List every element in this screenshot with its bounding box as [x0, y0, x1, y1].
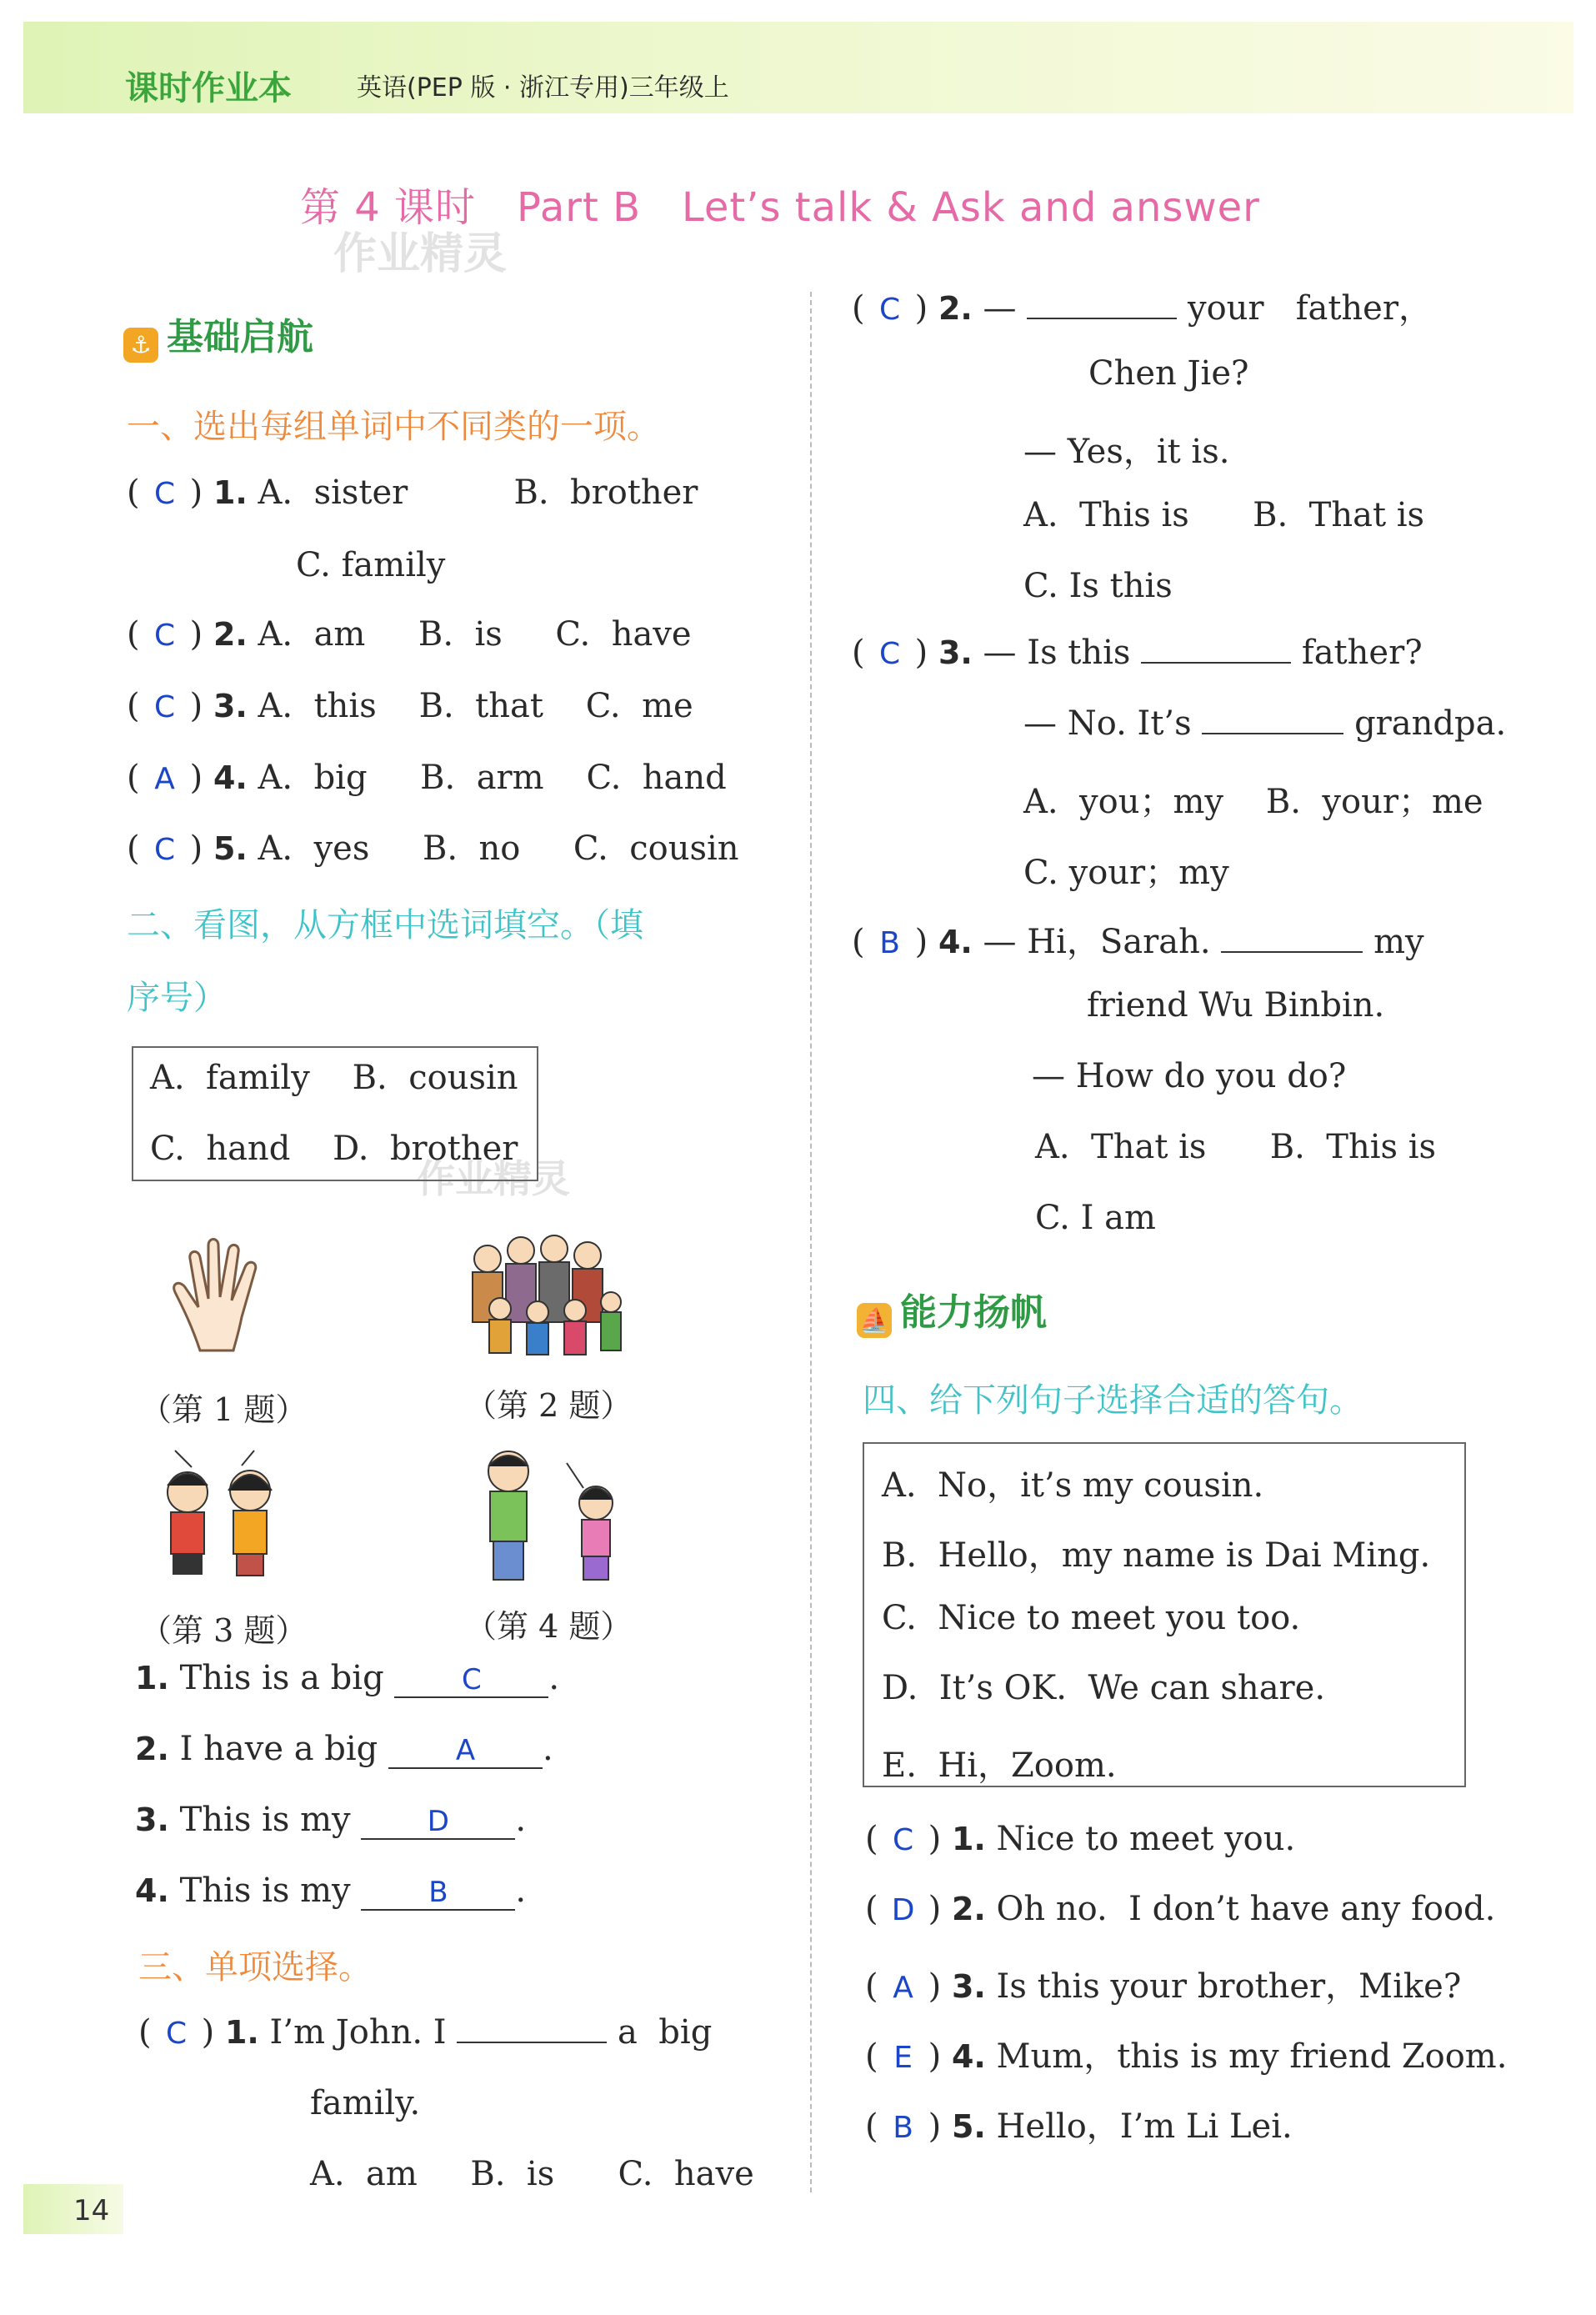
part3-q2-options: A. This is B. That is — [1023, 496, 1425, 534]
item-number: 5. — [951, 2108, 986, 2145]
answer: D — [891, 1893, 915, 1927]
item-text: Is this your brother，Mike? — [996, 1967, 1462, 2006]
item-options: A. am B. is C. have — [258, 615, 692, 654]
part2-item-4 — [135, 1872, 526, 1911]
item-number: 3. — [213, 688, 248, 724]
answer-blank[interactable]: C — [394, 1663, 548, 1698]
part1-item-5: ( C ) 5. A. yes B. no C. cousin — [127, 829, 739, 868]
anchor-icon: ⚓ — [123, 328, 158, 363]
answer-blank[interactable] — [1221, 951, 1363, 953]
item-options: A. yes B. no C. cousin — [258, 829, 739, 868]
item-text: I have a big — [179, 1730, 378, 1768]
family-picture — [454, 1225, 629, 1367]
answer: C — [154, 477, 176, 511]
answer: C — [154, 690, 176, 724]
item-number: 5. — [213, 830, 248, 867]
item-text: my — [1373, 923, 1424, 961]
book-subtitle: 英语(PEP 版 · 浙江专用)三年级上 — [357, 73, 729, 103]
item-number: 2. — [213, 616, 248, 653]
answer: B — [879, 926, 900, 960]
answer: C — [154, 833, 176, 867]
part4-item-3: ( A ) 3. Is this your brother，Mike? — [865, 1967, 1462, 2006]
answer-blank[interactable]: B — [361, 1876, 515, 1911]
answer-blank[interactable] — [1202, 733, 1343, 734]
part3-q4: ( B ) 4. — Hi，Sarah. my — [852, 923, 1424, 961]
item-number: 3. — [938, 634, 973, 671]
item-number: 1. — [951, 1821, 986, 1857]
item-number: 4. — [951, 2038, 986, 2075]
item-number: 3. — [951, 1968, 986, 2005]
item-end: . — [543, 1730, 553, 1768]
item-number: 4. — [938, 924, 973, 960]
item-number: 2. — [938, 290, 973, 327]
answer-blank[interactable]: D — [361, 1805, 515, 1840]
item-end: . — [515, 1872, 527, 1910]
part2-title-line1: 二、看图，从方框中选词填空。（填 — [127, 906, 643, 945]
answer: C — [879, 637, 901, 671]
item-end: . — [548, 1659, 560, 1697]
item-number: 1. — [213, 474, 248, 511]
part3-q3-options: A. you；my B. your；me — [1023, 783, 1483, 821]
part4-item-2: ( D ) 2. Oh no. I don’t have any food. — [865, 1890, 1496, 1928]
section-ability-label: 能力扬帆 — [900, 1291, 1047, 1334]
watermark-2: 作业精灵 — [417, 1156, 570, 1201]
watermark: 作业精灵 — [333, 229, 508, 279]
part3-q1-line2: family. — [310, 2084, 421, 2122]
answer-blank[interactable] — [1027, 318, 1177, 319]
part3-q2: ( C ) 2. — your father， — [852, 289, 1432, 328]
part3-q4-options-2: C. I am — [1035, 1199, 1156, 1237]
item-text: Hello，I’m Li Lei. — [996, 2107, 1293, 2146]
part2-title-line2: 序号） — [127, 979, 227, 1017]
part1-item-1-line2: C. family — [296, 546, 446, 584]
sail-icon: ⛵ — [857, 1303, 892, 1338]
item-text: This is my — [179, 1872, 351, 1910]
item-text: Mum，this is my friend Zoom. — [996, 2037, 1508, 2076]
item-text: — Is this — [983, 634, 1131, 672]
part2-item-1 — [135, 1659, 559, 1698]
item-text: father? — [1301, 634, 1423, 672]
item-text: a big — [618, 2013, 713, 2052]
item-options: A. this B. that C. me — [258, 687, 693, 725]
item-text: I’m John. I — [269, 2013, 447, 2052]
caption-q2: （第 2 题） — [465, 1387, 633, 1424]
item-number: 1. — [224, 2014, 259, 2051]
part3-q4-options: A. That is B. This is — [1035, 1128, 1437, 1166]
part1-title: 一、选出每组单词中不同类的一项。 — [127, 408, 660, 446]
section-basic-label: 基础启航 — [167, 316, 313, 358]
item-number: 1. — [135, 1660, 169, 1696]
part3-title: 三、单项选择。 — [138, 1948, 372, 1987]
answer-blank[interactable] — [457, 2042, 607, 2043]
part3-q3-line2 — [1023, 704, 1506, 743]
answer: A — [893, 1971, 913, 2005]
part3-q2-line2: Chen Jie? — [1088, 354, 1249, 393]
section-basic — [123, 307, 313, 363]
cousins-picture — [150, 1442, 292, 1592]
part4-item-5: ( B ) 5. Hello，I’m Li Lei. — [865, 2107, 1293, 2146]
caption-q4: （第 4 题） — [465, 1608, 633, 1645]
part4-title: 四、给下列句子选择合适的答句。 — [863, 1381, 1363, 1420]
answer: A — [154, 762, 175, 796]
answer-blank[interactable]: A — [388, 1734, 543, 1769]
part3-q2-options-2: C. Is this — [1023, 567, 1173, 605]
item-number: 2. — [951, 1891, 986, 1927]
word-box-line2: C. hand D. brother — [150, 1130, 518, 1168]
section-ability — [857, 1282, 1047, 1338]
page-number-tab — [23, 2184, 123, 2234]
lesson-title: 第 4 课时 Part B Let’s talk & Ask and answer — [300, 184, 1260, 231]
item-text: your father， — [1187, 289, 1432, 328]
part4-item-4: ( E ) 4. Mum，this is my friend Zoom. — [865, 2037, 1508, 2076]
caption-q3: （第 3 题） — [140, 1612, 308, 1649]
part1-item-3: ( C ) 3. A. this B. that C. me — [127, 687, 693, 725]
word-box-line1: A. family B. cousin — [150, 1059, 518, 1097]
item-text: — Hi，Sarah. — [983, 923, 1211, 961]
answer: B — [893, 2111, 913, 2145]
option-c: C. Nice to meet you too. — [882, 1599, 1301, 1637]
item-text: Nice to meet you. — [996, 1820, 1296, 1858]
part2-item-3 — [135, 1801, 526, 1840]
option-e: E. Hi，Zoom. — [882, 1746, 1117, 1785]
answer: E — [893, 2041, 913, 2075]
answer-blank[interactable] — [1141, 662, 1291, 664]
brother-picture — [467, 1438, 633, 1588]
part1-item-4: ( A ) 4. A. big B. arm C. hand — [127, 759, 727, 797]
item-number: 4. — [135, 1872, 169, 1909]
item-number: 3. — [135, 1801, 169, 1838]
part3-q2-line3: — Yes，it is. — [1023, 433, 1230, 471]
column-divider — [810, 292, 812, 2192]
part3-q1-options: A. am B. is C. have — [310, 2155, 754, 2193]
option-a: A. No，it’s my cousin. — [882, 1466, 1264, 1505]
part3-q3: ( C ) 3. — Is this father? — [852, 634, 1423, 672]
answer: C — [154, 619, 176, 653]
item-text: This is a big — [179, 1659, 384, 1697]
item-text: This is my — [179, 1801, 351, 1839]
part2-item-2 — [135, 1730, 553, 1769]
part3-q4-line2: friend Wu Binbin. — [1087, 986, 1385, 1025]
item-text: Oh no. I don’t have any food. — [996, 1890, 1496, 1928]
caption-q1: （第 1 题） — [140, 1391, 308, 1428]
brand-title: 课时作业本 — [125, 69, 292, 108]
item-end: . — [515, 1801, 527, 1839]
item-number: 2. — [135, 1731, 169, 1767]
item-text: — No. It’s — [1023, 704, 1192, 743]
hand-picture — [158, 1234, 283, 1359]
item-number: 4. — [213, 759, 248, 796]
option-d: D. It’s OK. We can share. — [882, 1669, 1326, 1707]
item-options: A. sister B. brother — [258, 474, 698, 512]
part3-q4-line3: — How do you do? — [1032, 1057, 1347, 1095]
part3-q3-options-2: C. your；my — [1023, 854, 1229, 892]
answer: C — [166, 2017, 188, 2051]
part3-q1: ( C ) 1. I’m John. I a big — [138, 2013, 713, 2052]
item-text: — — [983, 289, 1017, 328]
page-number: 14 — [73, 2194, 110, 2227]
part4-item-1: ( C ) 1. Nice to meet you. — [865, 1820, 1296, 1858]
answer: C — [879, 293, 901, 327]
answer: C — [893, 1823, 914, 1857]
part1-item-2: ( C ) 2. A. am B. is C. have — [127, 615, 692, 654]
item-text: grandpa. — [1354, 704, 1507, 743]
option-b: B. Hello，my name is Dai Ming. — [882, 1536, 1431, 1575]
part1-item-1: ( C ) 1. A. sister B. brother — [127, 474, 698, 512]
item-options: A. big B. arm C. hand — [258, 759, 727, 797]
